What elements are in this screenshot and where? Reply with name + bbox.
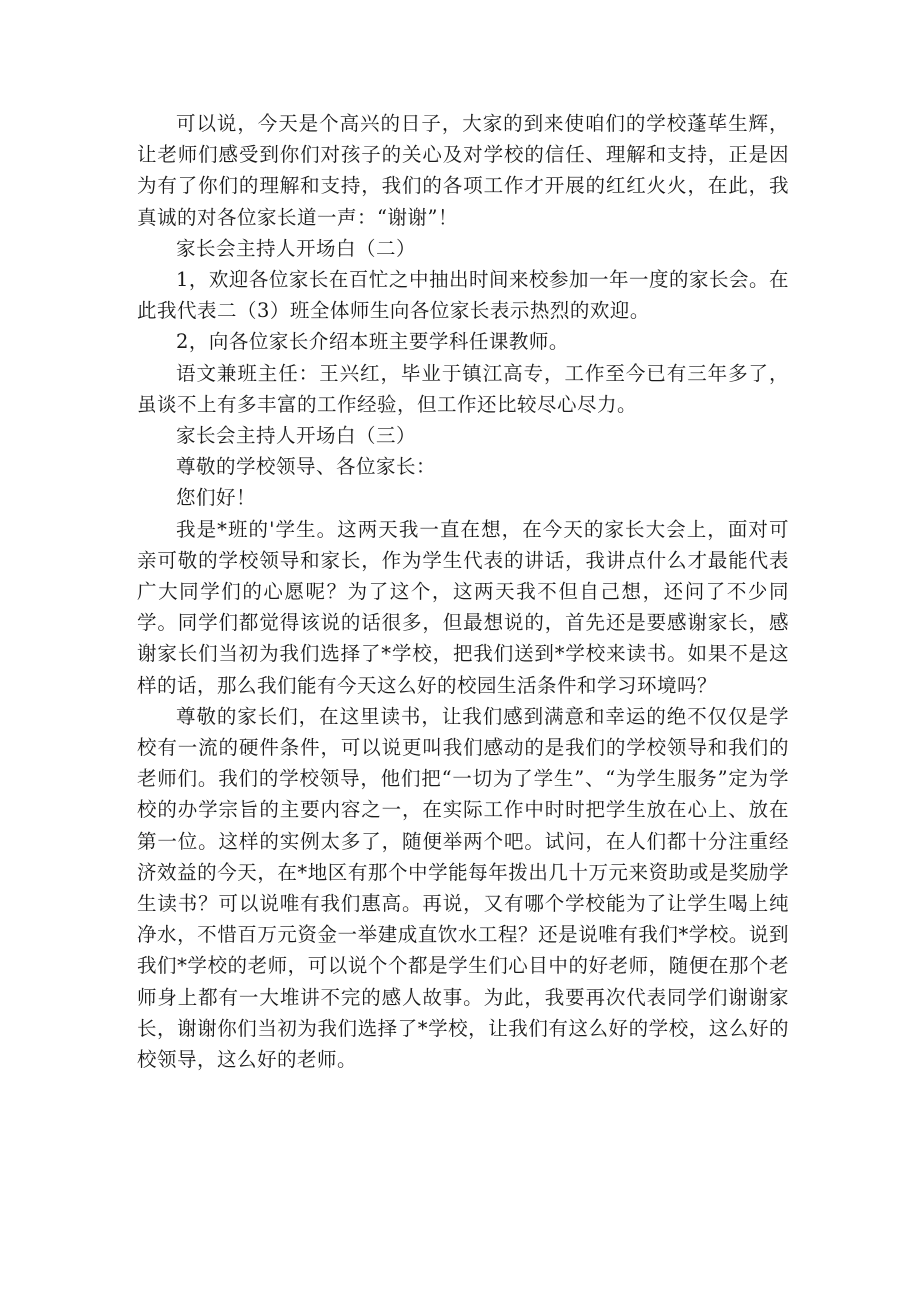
paragraph-welcome: 1，欢迎各位家长在百忙之中抽出时间来校参加一年一度的家长会。在此我代表二（3）班全体师生向各位家长表示热烈的欢迎。: [137, 268, 789, 323]
greeting: 您们好！: [176, 486, 257, 510]
paragraph-head-teacher: 语文兼班主任：王兴红，毕业于镇江高专，工作至今已有三年多了，虽谈不上有多丰富的工作经验，但工作还比较尽心尽力。: [137, 361, 789, 416]
section-heading-2: 家长会主持人开场白（二）: [176, 236, 417, 260]
paragraph-opening: 可以说，今天是个高兴的日子，大家的到来使咱们的学校蓬荜生辉，让老师们感受到你们对孩子的关心及对学校的信任、理解和支持，正是因为有了你们的理解和支持，我们的各项工作才开展的红红火火，在此，我真诚的对各位家长道一声：“谢谢”！: [137, 112, 789, 229]
document-body: [137, 108, 789, 1075]
paragraph-thanks: 尊敬的家长们，在这里读书，让我们感到满意和幸运的绝不仅仅是学校有一流的硬件条件，可以说更叫我们感动的是我们的学校领导和我们的老师们。我们的学校领导，他们把“一切为了学生”、“为学生服务”定为学校的办学宗旨的主要内容之一，在实际工作中时时把学生放在心上、放在第一位。这样的实例太多了，随便举两个吧。试问，在人们都十分注重经济效益的今天，在*地区有那个中学能每年拨出几十万元来资助或是奖励学生读书？可以说唯有我们惠高。再说，又有哪个学校能为了让学生喝上纯净水，不惜百万元资金一举建成直饮水工程？还是说唯有我们*学校。说到我们*学校的老师，可以说个个都是学生们心目中的好老师，随便在那个老师身上都有一大堆讲不完的感人故事。为此，我要再次代表同学们谢谢家长，谢谢你们当初为我们选择了*学校，让我们有这么好的学校，这么好的校领导，这么好的老师。: [137, 704, 789, 1072]
paragraph-student-speech: 我是*班的'学生。这两天我一直在想，在今天的家长大会上，面对可亲可敬的学校领导和家长，作为学生代表的讲话，我讲点什么才最能代表广大同学们的心愿呢？为了这个，这两天我不但自己想，还问了不少同学。同学们都觉得该说的话很多，但最想说的，首先还是要感谢家长，感谢家长们当初为我们选择了*学校，把我们送到*学校来读书。如果不是这样的话，那么我们能有今天这么好的校园生活条件和学习环境吗？: [137, 517, 789, 697]
paragraph-introduce-teachers: 2，向各位家长介绍本班主要学科任课教师。: [176, 330, 569, 354]
salutation: 尊敬的学校领导、各位家长：: [176, 455, 437, 479]
section-heading-3: 家长会主持人开场白（三）: [176, 424, 417, 448]
